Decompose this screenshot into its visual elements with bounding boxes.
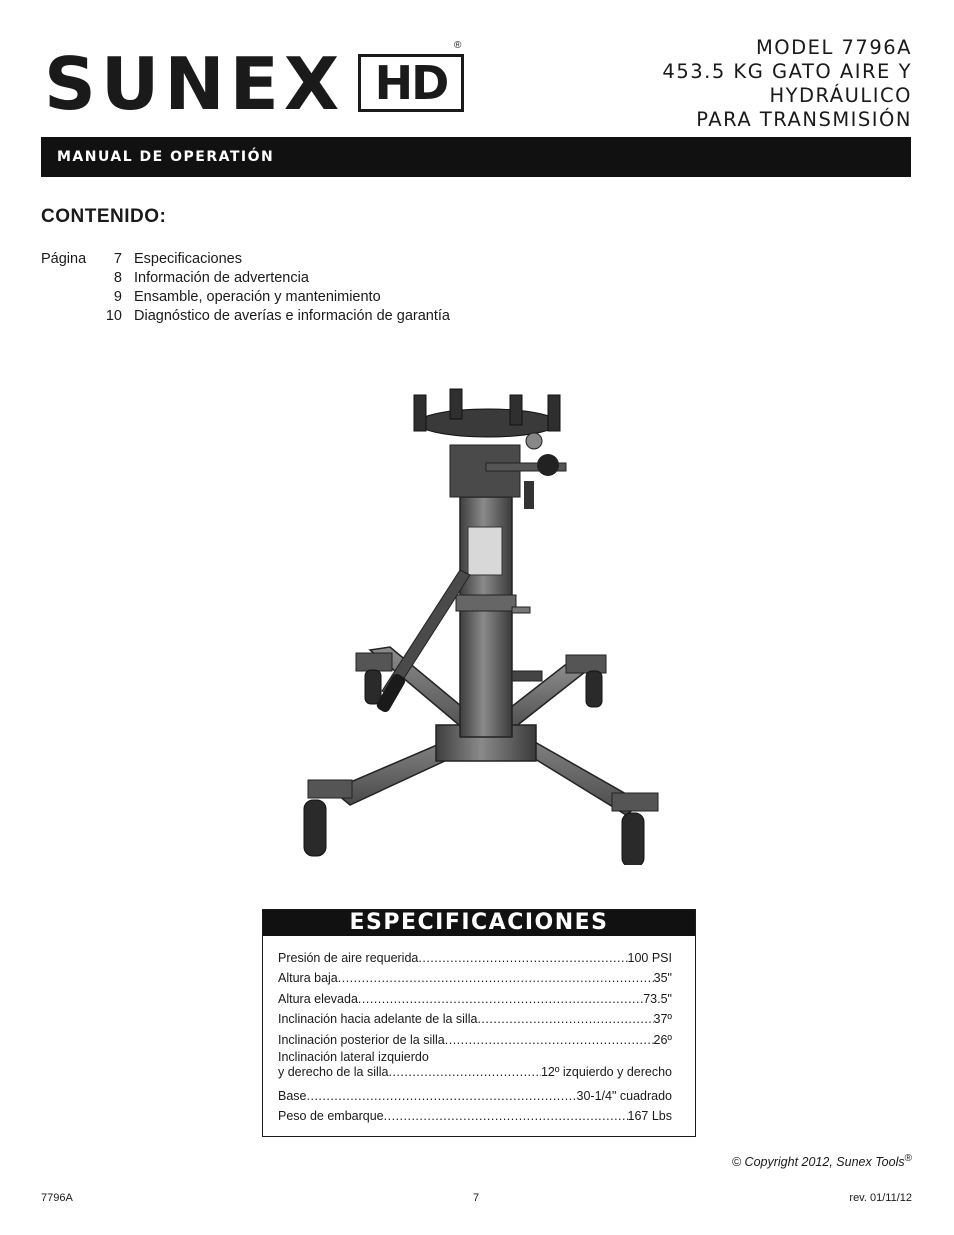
rear-left-wheel bbox=[365, 670, 381, 704]
saddle-arm-right bbox=[548, 395, 560, 431]
model-title-line: PARA TRANSMISIÓN bbox=[696, 108, 912, 131]
toc-item-text: Diagnóstico de averías e información de garantía bbox=[134, 308, 450, 324]
footer-model: 7796A bbox=[41, 1192, 73, 1204]
copyright-notice bbox=[732, 1153, 912, 1169]
copyright-text: © Copyright 2012, Sunex Tools bbox=[731, 1155, 905, 1170]
spec-leader-dots bbox=[477, 1009, 653, 1029]
specifications-box bbox=[262, 909, 696, 1137]
spec-leader-dots bbox=[358, 989, 643, 1009]
front-left-caster-plate bbox=[308, 780, 352, 798]
rear-right-caster-plate bbox=[566, 655, 606, 673]
tilt-handle bbox=[524, 481, 534, 509]
registered-mark: ® bbox=[904, 1153, 912, 1164]
toc-item-text: Especificaciones bbox=[134, 251, 242, 267]
spec-label: Inclinación lateral izquierdo bbox=[278, 1049, 429, 1064]
column-label bbox=[468, 527, 502, 575]
spec-row bbox=[278, 948, 672, 968]
spec-leader-dots bbox=[445, 1030, 654, 1050]
tilt-knob bbox=[537, 454, 559, 476]
logo-hd-badge: HD bbox=[358, 54, 464, 112]
spec-leader-dots bbox=[418, 948, 627, 968]
rear-right-wheel bbox=[586, 671, 602, 707]
model-title-line: 453.5 KG GATO AIRE Y bbox=[662, 60, 912, 83]
spec-leader-dots bbox=[388, 1065, 540, 1080]
toc-page-number: 8 bbox=[113, 270, 122, 286]
spec-row bbox=[278, 989, 672, 1009]
spec-leader-dots bbox=[338, 968, 654, 988]
spec-row bbox=[278, 1009, 672, 1029]
saddle-arm-center-left bbox=[450, 389, 462, 419]
spec-value: 35" bbox=[653, 971, 672, 986]
spec-value: 167 Lbs bbox=[627, 1109, 672, 1124]
specifications-heading: ESPECIFICACIONES bbox=[263, 910, 695, 936]
spec-value: 26º bbox=[653, 1032, 672, 1047]
toc-page-number: 9 bbox=[113, 289, 122, 305]
spec-label-continued: y derecho de la silla bbox=[278, 1064, 389, 1079]
manual-banner: MANUAL DE OPERATIÓN bbox=[41, 137, 911, 177]
foot-pedal bbox=[512, 671, 542, 681]
gauge-icon bbox=[526, 433, 542, 449]
rear-left-caster-plate bbox=[356, 653, 392, 671]
saddle-arm-left bbox=[414, 395, 426, 431]
model-title-line: HYDRÁULICO bbox=[769, 84, 912, 107]
footer-revision: rev. 01/11/12 bbox=[849, 1192, 912, 1204]
front-right-wheel bbox=[622, 813, 644, 865]
transmission-jack-illustration bbox=[290, 385, 666, 865]
sunex-hd-logo bbox=[44, 40, 468, 126]
toc-page-number: 10 bbox=[105, 308, 122, 324]
registered-mark: ® bbox=[454, 40, 462, 51]
spec-value: 12º izquierdo y derecho bbox=[540, 1064, 672, 1079]
spec-row bbox=[278, 1030, 672, 1050]
toc-item-text: Información de advertencia bbox=[134, 270, 309, 286]
spec-value: 37º bbox=[653, 1012, 672, 1027]
spec-row bbox=[278, 1086, 672, 1106]
specifications-list bbox=[278, 948, 672, 1127]
spec-row bbox=[278, 1106, 672, 1126]
contents-heading: CONTENIDO: bbox=[41, 206, 167, 227]
spec-label: Altura elevada bbox=[278, 991, 358, 1006]
spec-value: 30-1/4" cuadrado bbox=[576, 1088, 672, 1103]
spec-leader-dots bbox=[307, 1086, 577, 1106]
saddle-arm-center-right bbox=[510, 395, 522, 425]
spec-value: 100 PSI bbox=[627, 951, 672, 965]
spec-label: Presión de aire requerida bbox=[278, 951, 419, 965]
column-collar bbox=[456, 595, 516, 611]
toc-page-number: 7 bbox=[113, 251, 122, 267]
spec-label: Altura baja bbox=[278, 971, 338, 986]
toc-page-label: Página bbox=[41, 251, 87, 267]
spec-row bbox=[278, 968, 672, 988]
logo-brand-text: SUNEX bbox=[44, 42, 345, 126]
front-right-caster-plate bbox=[612, 793, 658, 811]
spec-row bbox=[278, 1050, 672, 1086]
saddle-plate bbox=[418, 409, 558, 437]
spec-value: 73.5" bbox=[643, 991, 672, 1006]
model-title-line: MODEL 7796A bbox=[755, 36, 912, 59]
footer-page-number: 7 bbox=[473, 1192, 480, 1204]
air-inlet bbox=[512, 607, 530, 613]
spec-label: Inclinación hacia adelante de la silla bbox=[278, 1012, 478, 1027]
spec-label: Inclinación posterior de la silla bbox=[278, 1032, 445, 1047]
front-left-wheel bbox=[304, 800, 326, 856]
toc-item-text: Ensamble, operación y mantenimiento bbox=[134, 289, 381, 305]
spec-leader-dots bbox=[384, 1106, 628, 1126]
model-title bbox=[662, 36, 912, 132]
spec-label: Base bbox=[278, 1088, 307, 1103]
spec-label: Peso de embarque bbox=[278, 1109, 384, 1124]
